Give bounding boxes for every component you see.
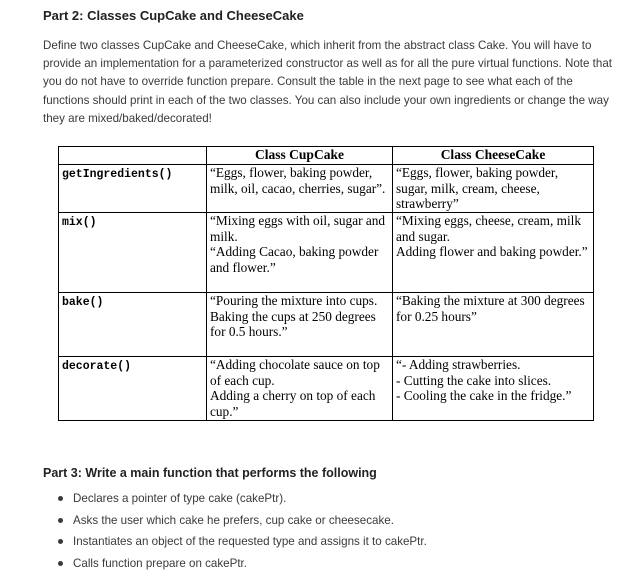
part3-title: Part 3: Write a main function that performs the following [43, 466, 377, 480]
cheesecake-getingredients: “Eggs, flower, baking powder, sugar, milk, cream, cheese, strawberry” [393, 165, 594, 213]
header-cupcake: Class CupCake [207, 147, 393, 165]
list-item-text: Declares a pointer of type cake (cakePtr). [73, 492, 287, 505]
bullet-icon [58, 561, 63, 566]
cupcake-mix: “Mixing eggs with oil, sugar and milk. “Adding Cacao, baking powder and flower.” [207, 213, 393, 293]
part2-title: Part 2: Classes CupCake and CheeseCake [43, 8, 304, 23]
cupcake-decorate: “Adding chocolate sauce on top of each cup. Adding a cherry on top of each cup.” [207, 357, 393, 421]
list-item [43, 488, 613, 510]
bullet-icon [58, 539, 63, 544]
header-empty-cell [59, 147, 207, 165]
cheesecake-bake: “Baking the mixture at 300 degrees for 0.25 hours” [393, 293, 594, 357]
cupcake-getingredients: “Eggs, flower, baking powder, milk, oil, cacao, cherries, sugar”. [207, 165, 393, 213]
table-row [59, 357, 594, 421]
cake-functions-table [58, 146, 594, 421]
bullet-icon [58, 496, 63, 501]
list-item-text: Asks the user which cake he prefers, cup cake or cheesecake. [73, 513, 394, 527]
cheesecake-mix: “Mixing eggs, cheese, cream, milk and sugar. Adding flower and baking powder.” [393, 213, 594, 293]
bullet-icon [58, 518, 63, 523]
function-name-bake: bake() [59, 293, 207, 357]
table-header-row [59, 147, 594, 165]
list-item-text: Instantiates an object of the requested type and assigns it to cakePtr. [73, 535, 427, 548]
list-item [43, 510, 613, 532]
cupcake-bake: “Pouring the mixture into cups. Baking the cups at 250 degrees for 0.5 hours.” [207, 293, 393, 357]
function-name-mix: mix() [59, 213, 207, 293]
table-row [59, 213, 594, 293]
cheesecake-decorate: “- Adding strawberries. - Cutting the cake into slices. - Cooling the cake in the fridge.” [393, 357, 594, 421]
list-item-text: Calls function prepare on cakePtr. [73, 556, 248, 570]
list-item [43, 531, 613, 553]
function-name-getingredients: getIngredients() [59, 165, 207, 213]
list-item [43, 553, 613, 575]
function-name-decorate: decorate() [59, 357, 207, 421]
header-cheesecake: Class CheeseCake [393, 147, 594, 165]
part2-intro-paragraph: Define two classes CupCake and CheeseCake, which inherit from the abstract class Cake. You will have to provide an implementation for a parameterized constructor as well as for all the pure virtual functions. Note that you do not have to override function prepare. Consult the table in the next page to see what each of the functions should print in each of the two classes. You can also include your own ingredients or change the way they are mixed/baked/decorated! [43, 39, 613, 125]
table-row [59, 165, 594, 213]
table-row [59, 293, 594, 357]
part3-steps-list [43, 488, 613, 574]
